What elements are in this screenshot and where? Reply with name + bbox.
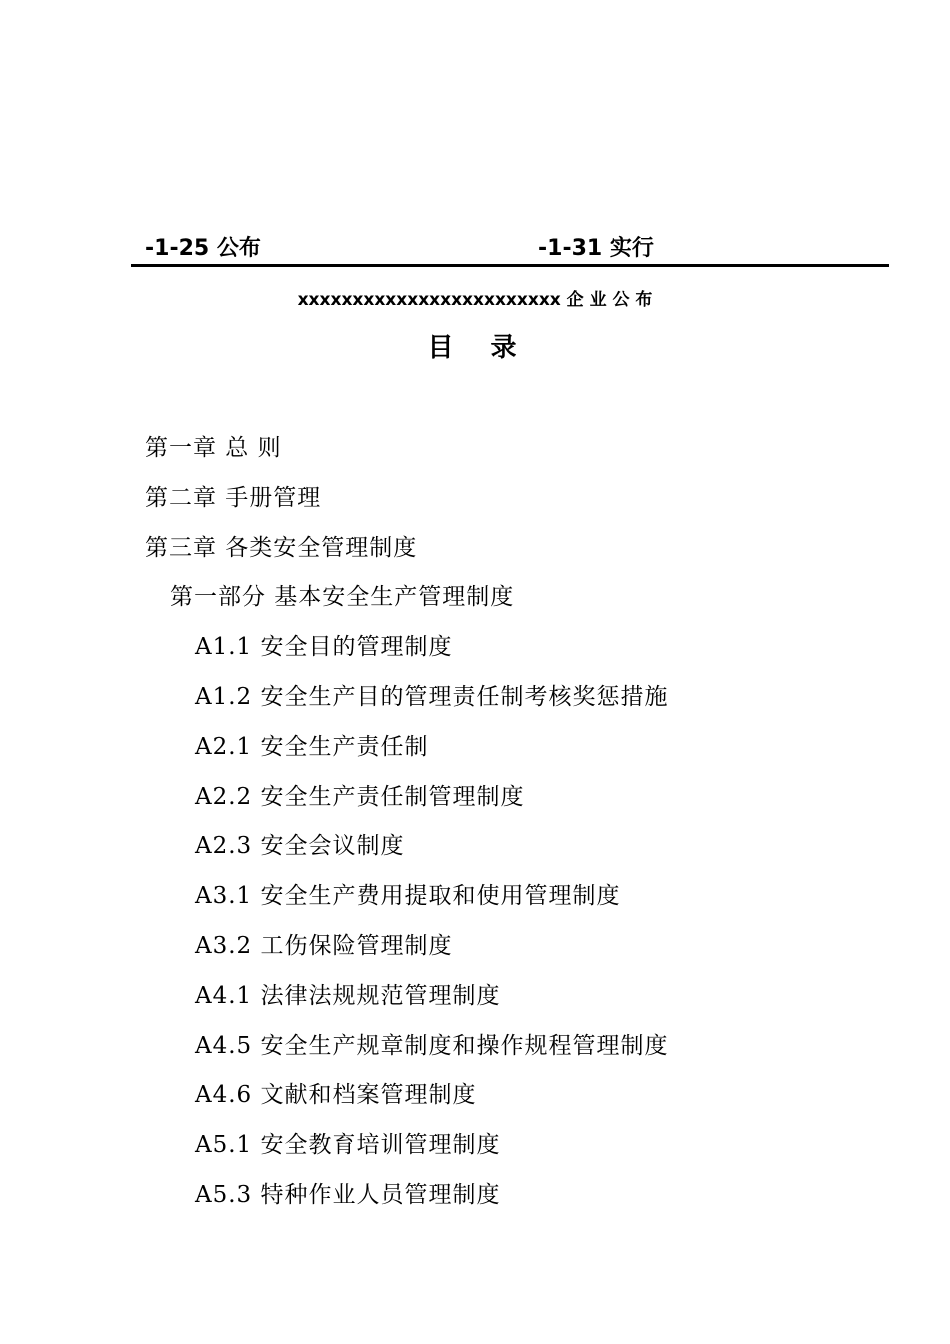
toc-entry: A3.2 工伤保险管理制度 [195,932,453,959]
effective-date: -1-31 实行 [538,236,654,261]
publish-date: -1-25 公布 [145,236,261,261]
toc-entry: A1.1 安全目的管理制度 [195,634,453,661]
table-of-contents [0,424,950,1221]
toc-entry: A5.3 特种作业人员管理制度 [195,1181,501,1208]
header-divider [131,264,889,267]
toc-entry: 第一部分 基本安全生产管理制度 [170,584,515,611]
toc-entry: A4.1 法律法规规范管理制度 [195,982,501,1009]
date-header [0,232,950,266]
toc-entry: A5.1 安全教育培训管理制度 [195,1132,501,1159]
toc-entry: 第三章 各类安全管理制度 [145,534,418,561]
toc-entry: 第二章 手册管理 [145,484,322,511]
toc-entry: A4.5 安全生产规章制度和操作规程管理制度 [195,1032,669,1059]
toc-entry: A2.3 安全会议制度 [195,833,405,860]
toc-entry: A4.6 文献和档案管理制度 [195,1082,477,1109]
toc-entry: A2.2 安全生产责任制管理制度 [195,783,525,810]
toc-entry: A1.2 安全生产目的管理责任制考核奖惩措施 [195,683,669,710]
publisher-line: xxxxxxxxxxxxxxxxxxxxxxxx 企 业 公 布 [297,290,653,310]
toc-entry: A3.1 安全生产费用提取和使用管理制度 [195,883,621,910]
toc-title: 目 录 [427,333,531,363]
toc-entry: 第一章 总 则 [145,435,282,461]
toc-entry: A2.1 安全生产责任制 [195,733,429,760]
